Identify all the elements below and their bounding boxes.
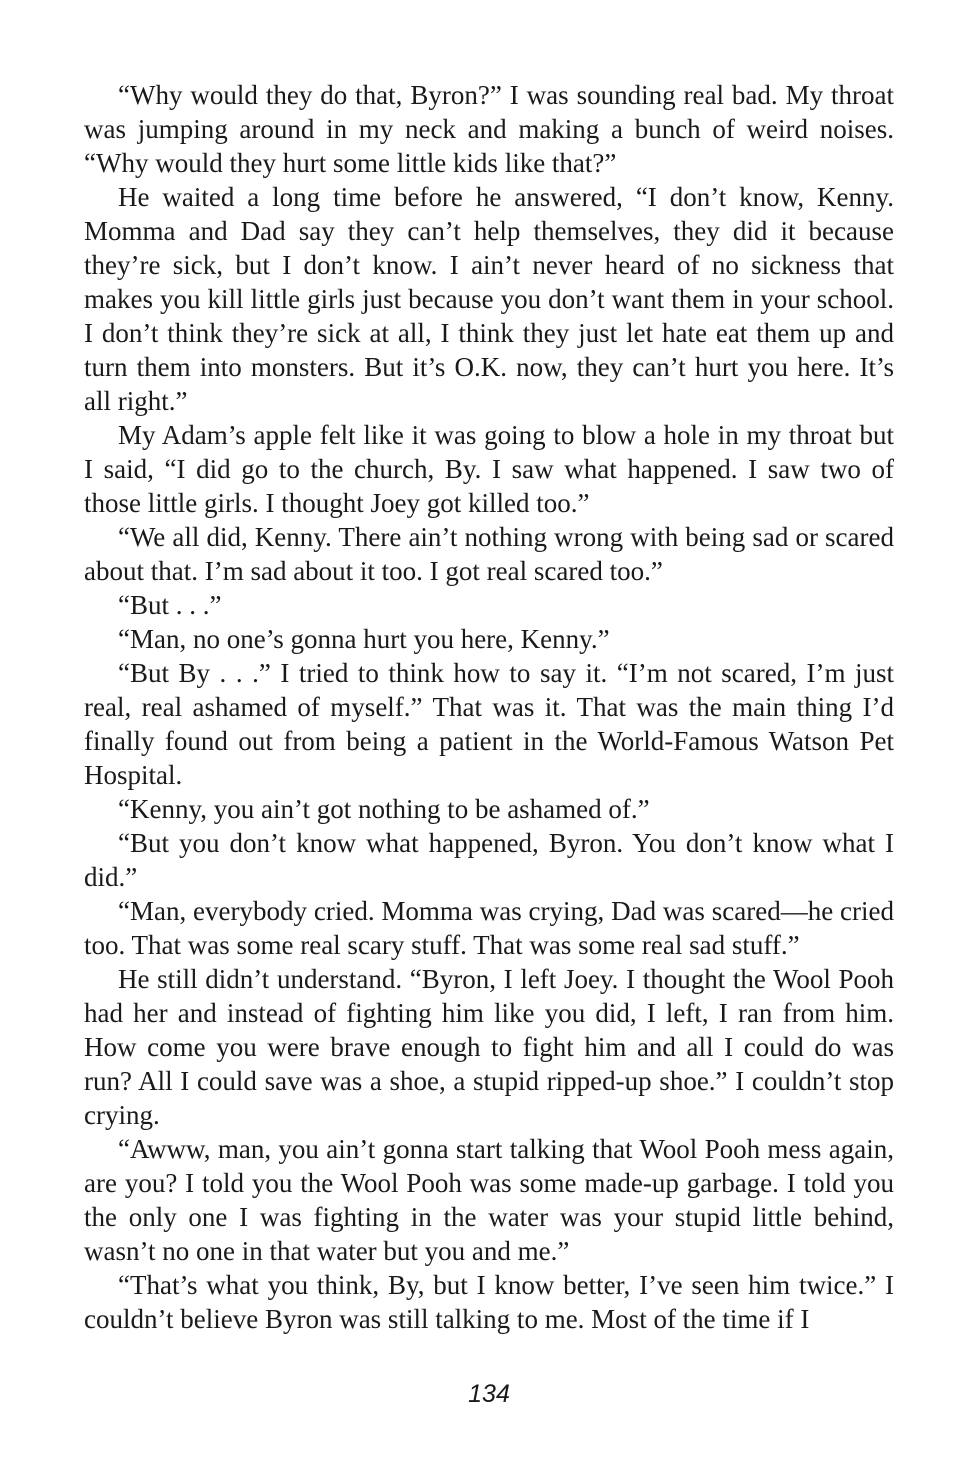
paragraph-10: “Man, everybody cried. Momma was crying, Dad was scared—he cried too. That was some real scary stuff. That was some real sad stuff.”	[84, 896, 894, 960]
paragraph-12: “Awww, man, you ain’t gonna start talking that Wool Pooh mess again, are you? I told you the Wool Pooh was some made-up garbage. I told you the only one I was fighting in the water was your stupid little behind, wasn’t no one in that water but you and me.”	[84, 1134, 894, 1266]
paragraph-6: “Man, no one’s gonna hurt you here, Kenny.”	[118, 624, 610, 654]
paragraph-8: “Kenny, you ain’t got nothing to be ashamed of.”	[118, 794, 650, 824]
paragraph-3: My Adam’s apple felt like it was going to blow a hole in my throat but I said, “I did go to the church, By. I saw what happened. I saw two of those little girls. I thought Joey got killed too.”	[84, 420, 894, 518]
paragraph-7: “But By . . .” I tried to think how to say it. “I’m not scared, I’m just real, real ashamed of myself.” That was it. That was the main thing I’d finally found out from being a patient in the World-Famous Watson Pet Hospital.	[84, 658, 894, 790]
paragraph-11: He still didn’t understand. “Byron, I left Joey. I thought the Wool Pooh had her and instead of fighting him like you did, I left, I ran from him. How come you were brave enough to fight him and all I could do was run? All I could save was a shoe, a stupid ripped-up shoe.” I couldn’t stop crying.	[84, 964, 894, 1130]
page-body	[84, 78, 894, 1336]
paragraph-13: “That’s what you think, By, but I know better, I’ve seen him twice.” I couldn’t believe Byron was still talking to me. Most of the time if I	[84, 1270, 894, 1334]
paragraph-4: “We all did, Kenny. There ain’t nothing wrong with being sad or scared about that. I’m sad about it too. I got real scared too.”	[84, 522, 894, 586]
paragraph-2: He waited a long time before he answered, “I don’t know, Kenny. Momma and Dad say they can’t help themselves, they did it because they’re sick, but I don’t know. I ain’t never heard of no sickness that makes you kill little girls just because you don’t want them in your school. I don’t think they’re sick at all, I think they just let hate eat them up and turn them into monsters. But it’s O.K. now, they can’t hurt you here. It’s all right.”	[84, 182, 894, 416]
paragraph-9: “But you don’t know what happened, Byron. You don’t know what I did.”	[84, 828, 894, 892]
paragraph-5: “But . . .”	[118, 590, 222, 620]
page-number: 134	[468, 1380, 510, 1408]
paragraph-1: “Why would they do that, Byron?” I was sounding real bad. My throat was jumping around in my neck and making a bunch of weird noises. “Why would they hurt some little kids like that?”	[84, 80, 894, 178]
